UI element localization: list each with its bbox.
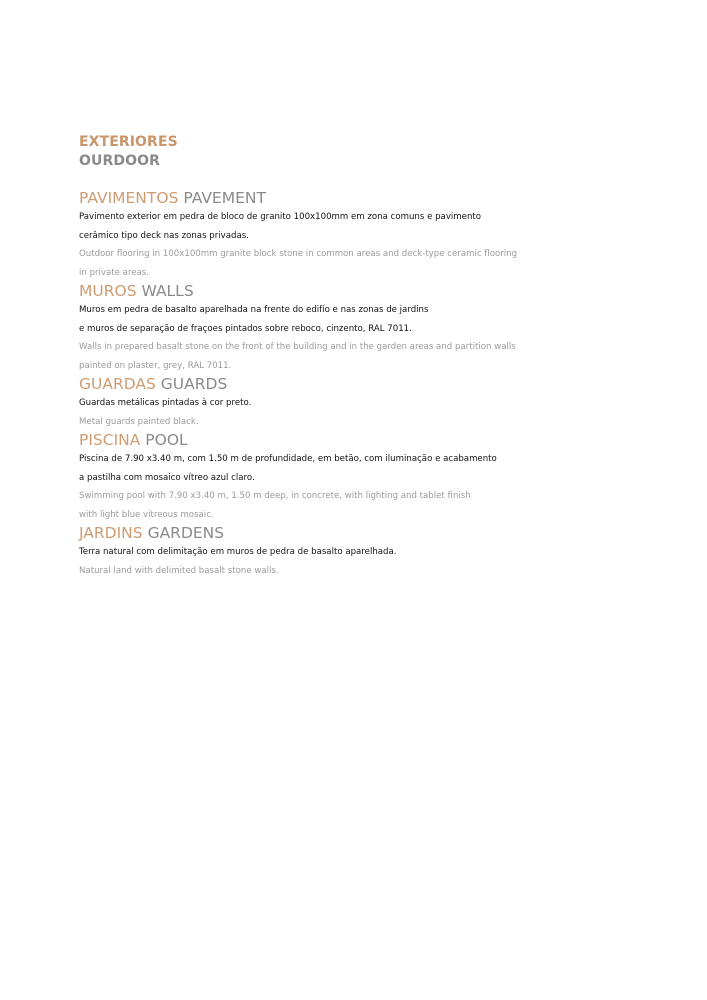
document-page — [79, 133, 679, 580]
section-title-en: GUARDS — [160, 375, 228, 393]
text-en: Walls in prepared basalt stone on the front of the building and in the garden areas and partition walls — [79, 342, 516, 352]
text-pt: Muros em pedra de basalto aparelhada na frente do edifío e nas zonas de jardins — [79, 305, 429, 315]
text-pt: Guardas metálicas pintadas à cor preto. — [79, 398, 252, 408]
text-en: painted on plaster, grey, RAL 7011. — [79, 360, 232, 371]
text-en: Outdoor flooring in 100x100mm granite block stone in common areas and deck-type ceramic flooring — [79, 249, 518, 259]
text-pt: Pavimento exterior em pedra de bloco de granito 100x100mm em zona comuns e pavimento — [79, 212, 482, 222]
heading-pt: EXTERIORES — [79, 134, 178, 150]
section-title-pt: MUROS — [79, 282, 137, 300]
text-en: in private areas. — [79, 267, 150, 278]
text-pt: Terra natural com delimitação em muros de pedra de basalto aparelhada. — [79, 547, 397, 557]
section-title-en: PAVEMENT — [183, 189, 266, 207]
section-walls — [79, 282, 679, 375]
section-guards — [79, 375, 679, 431]
section-title-en: GARDENS — [147, 524, 225, 542]
section-title-en: WALLS — [141, 282, 194, 300]
section-title — [79, 524, 679, 543]
section-title-pt: PISCINA — [79, 431, 141, 449]
text-en: Natural land with delimited basalt stone walls. — [79, 565, 279, 576]
section-pool — [79, 431, 679, 524]
section-title-en: POOL — [145, 431, 188, 449]
section-title-pt: GUARDAS — [79, 375, 156, 393]
section-title — [79, 375, 679, 394]
section-gardens — [79, 524, 679, 580]
text-en: with light blue vitreous mosaic. — [79, 509, 214, 520]
section-title — [79, 431, 679, 450]
section-pavement — [79, 189, 679, 282]
section-title-pt: PAVIMENTOS — [79, 189, 179, 207]
section-title — [79, 189, 679, 208]
text-pt: cerâmico tipo deck nas zonas privadas. — [79, 230, 249, 241]
text-pt: Piscina de 7.90 x3.40 m, com 1.50 m de profundidade, em betão, com iluminação e acabamento — [79, 454, 497, 464]
section-title — [79, 282, 679, 301]
text-pt: a pastilha com mosaico vítreo azul claro. — [79, 472, 255, 483]
heading-en: OURDOOR — [79, 153, 160, 169]
text-en: Metal guards painted black. — [79, 416, 199, 427]
text-en: Swimming pool with 7.90 x3.40 m, 1.50 m deep, in concrete, with lighting and tablet finish — [79, 491, 471, 501]
section-title-pt: JARDINS — [79, 524, 143, 542]
text-pt: e muros de separação de fraçoes pintados sobre reboco, cinzento, RAL 7011. — [79, 323, 412, 334]
spacer — [79, 171, 679, 189]
